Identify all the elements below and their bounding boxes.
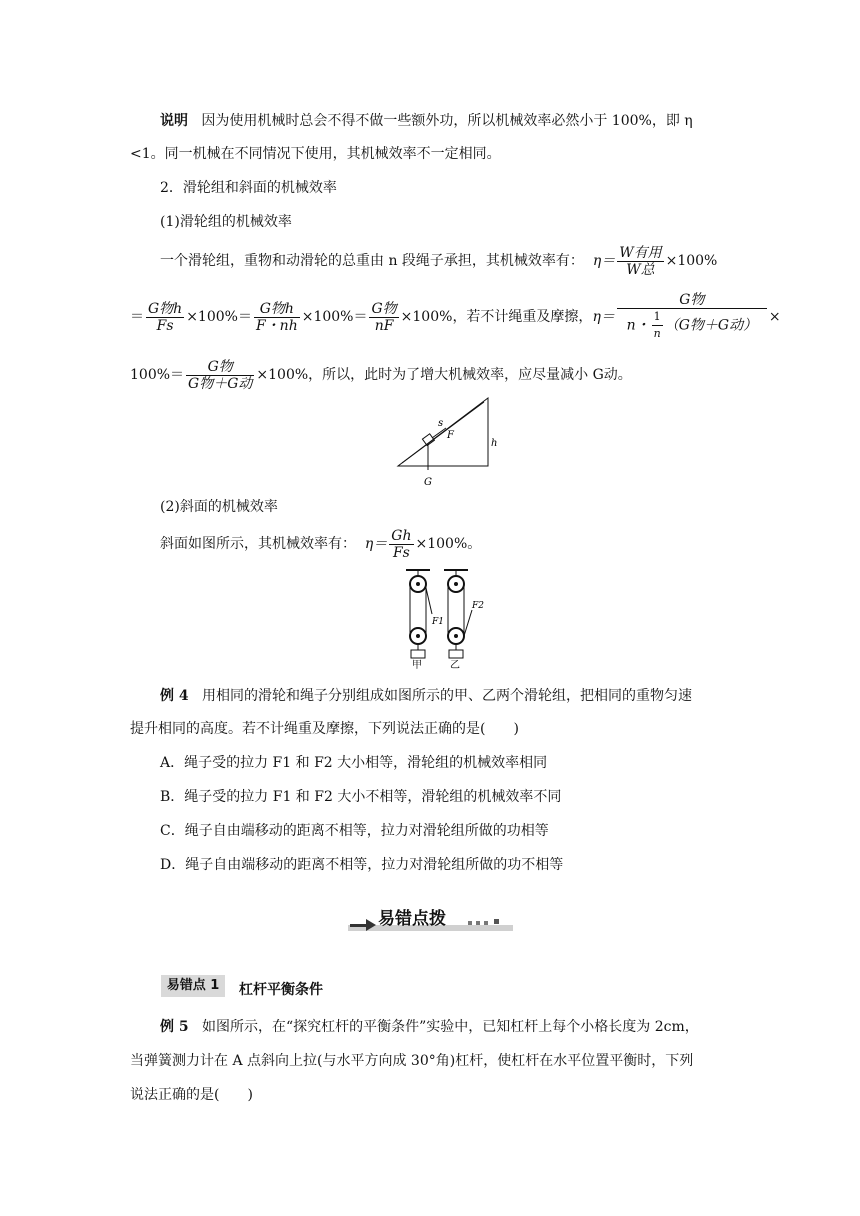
fraction-g-nf: [369, 301, 398, 334]
g-wu-2: G物: [617, 292, 767, 309]
dot-4: [494, 919, 499, 924]
complex-denominator: [617, 309, 767, 342]
example5-label: 例 5: [160, 1019, 189, 1035]
times-sign: ×: [768, 309, 781, 325]
example5-text-2: 当弹簧测力计在 A 点斜向上拉(与水平方向成 30°角)杠杆，使杠杆在水平位置平衡时，下列: [130, 1053, 694, 1069]
pulley-diagram: [400, 566, 490, 670]
subsection-pulley-title: (1)滑轮组的机械效率: [160, 214, 292, 230]
nf: nF: [374, 317, 394, 334]
note-paragraph-line1: [160, 111, 693, 131]
incline-tail: ×100%。: [415, 536, 482, 552]
label-s: s: [438, 418, 444, 429]
n-denominator: n: [653, 327, 661, 340]
line3-end: ×100%，所以，此时为了增大机械效率，应尽量减小 G动。: [256, 367, 632, 383]
weight-jia: [411, 650, 425, 658]
fixed-axle-yi: [454, 582, 458, 586]
dot-1: [468, 921, 472, 925]
g-wu-h-2: G物h: [254, 301, 300, 318]
rope-free-jia: [426, 588, 432, 614]
eta-symbol: η＝: [592, 253, 616, 269]
fraction-g-over-sum: [186, 359, 254, 392]
fs-2: Fs: [392, 544, 410, 561]
eq-3: ＝: [353, 309, 368, 325]
times-100-b: ×100%: [186, 309, 238, 325]
error-tips-banner: [348, 907, 513, 935]
times-100-c: ×100%: [301, 309, 354, 325]
movable-axle-yi: [454, 634, 458, 638]
g-wu-3: G物: [186, 359, 254, 376]
label-f: F: [447, 430, 454, 441]
example5-text-1: 如图所示，在“探究杠杆的平衡条件”实验中，已知杠杆上每个小格长度为 2cm，: [201, 1019, 699, 1035]
incline-diagram: [390, 392, 500, 492]
fs-1: Fs: [156, 317, 174, 334]
option-b: B．绳子受的拉力 F1 和 F2 大小不相等，滑轮组的机械效率不同: [160, 789, 562, 805]
one: 1: [652, 309, 663, 326]
label-h: h: [491, 438, 498, 449]
gh: Gh: [391, 527, 412, 544]
eta-symbol-3: η＝: [364, 536, 388, 552]
g-sum: G物＋G动: [188, 375, 253, 392]
dot-2: [476, 921, 480, 925]
movable-axle-jia: [416, 634, 420, 638]
option-a: A．绳子受的拉力 F1 和 F2 大小相等，滑轮组的机械效率相同: [160, 755, 548, 771]
example4-label: 例 4: [160, 688, 189, 704]
note-text-2: <1。同一机械在不同情况下使用，其机械效率不一定相同。: [130, 146, 501, 162]
fraction-gh-fnh: [254, 301, 300, 334]
note-label: 说明: [160, 113, 188, 129]
label-yi: 乙: [450, 660, 460, 670]
label-jia: 甲: [412, 660, 422, 670]
weight-yi: [449, 650, 463, 658]
error-point-tag: 易错点 1: [161, 975, 225, 997]
w-useful: W有用: [619, 244, 662, 261]
option-c: C．绳子自由端移动的距离不相等，拉力对滑轮组所做的功相等: [160, 823, 549, 839]
f-nh: F・nh: [255, 317, 298, 334]
eta-symbol-2: η＝: [592, 309, 615, 325]
dot-3: [484, 921, 488, 925]
g-wu-1: G物: [371, 300, 397, 317]
incline-top-line: [402, 402, 484, 463]
g-wu-h-1: G物h: [148, 300, 183, 317]
section-title: 2．滑轮组和斜面的机械效率: [160, 180, 337, 196]
times-100-d: ×100%: [400, 309, 453, 325]
eq-1: ＝: [130, 309, 144, 325]
example5-text-3: 说法正确的是( ): [130, 1087, 253, 1103]
example5-line1: [160, 1017, 699, 1037]
eq-2: ＝: [237, 309, 252, 325]
times-100-a: ×100%: [665, 253, 718, 269]
label-f1: F1: [432, 617, 444, 627]
error-point-title: 杠杆平衡条件: [239, 982, 323, 998]
fraction-gh-fs: [146, 301, 184, 334]
g-sum-paren: （G物＋G动）: [664, 317, 758, 334]
n-dot: n・: [626, 317, 650, 334]
fraction-gh-fs-incline: [389, 528, 413, 561]
condition-text: ，若不计绳重及摩擦，: [452, 309, 593, 325]
line3-start: 100%＝: [130, 367, 185, 383]
rope-free-yi: [464, 610, 472, 636]
formula-line-3: [130, 356, 632, 394]
fraction-one-over-n: [652, 309, 663, 342]
note-text-1: 因为使用机械时总会不得不做一些额外功，所以机械效率必然小于 100%，即 η: [201, 113, 693, 129]
fixed-axle-jia: [416, 582, 420, 586]
pulley-system-yi: [444, 570, 472, 658]
formula-line-2: [130, 292, 781, 342]
option-d: D．绳子自由端移动的距离不相等，拉力对滑轮组所做的功不相等: [160, 857, 564, 873]
fraction-complex: [617, 292, 767, 342]
example4-text-1: 用相同的滑轮和绳子分别组成如图所示的甲、乙两个滑轮组，把相同的重物匀速: [201, 688, 692, 704]
pulley-system-jia: [406, 570, 432, 658]
w-total: W总: [626, 261, 655, 278]
label-f2: F2: [472, 601, 484, 611]
incline-efficiency-line: [160, 526, 481, 562]
pulley-text: 一个滑轮组，重物和动滑轮的总重由 n 段绳子承担，其机械效率有：: [160, 253, 584, 269]
banner-title: 易错点拨: [378, 909, 446, 929]
label-g: G: [424, 477, 432, 488]
pulley-efficiency-line: [160, 244, 717, 278]
example4-text-2: 提升相同的高度。若不计绳重及摩擦，下列说法正确的是( ): [130, 721, 519, 737]
example4-line1: [160, 686, 692, 706]
subsection-incline-title: (2)斜面的机械效率: [160, 499, 278, 515]
fraction-w: [617, 245, 663, 278]
force-arrow-f: [432, 428, 446, 438]
incline-text: 斜面如图所示，其机械效率有：: [160, 536, 356, 552]
